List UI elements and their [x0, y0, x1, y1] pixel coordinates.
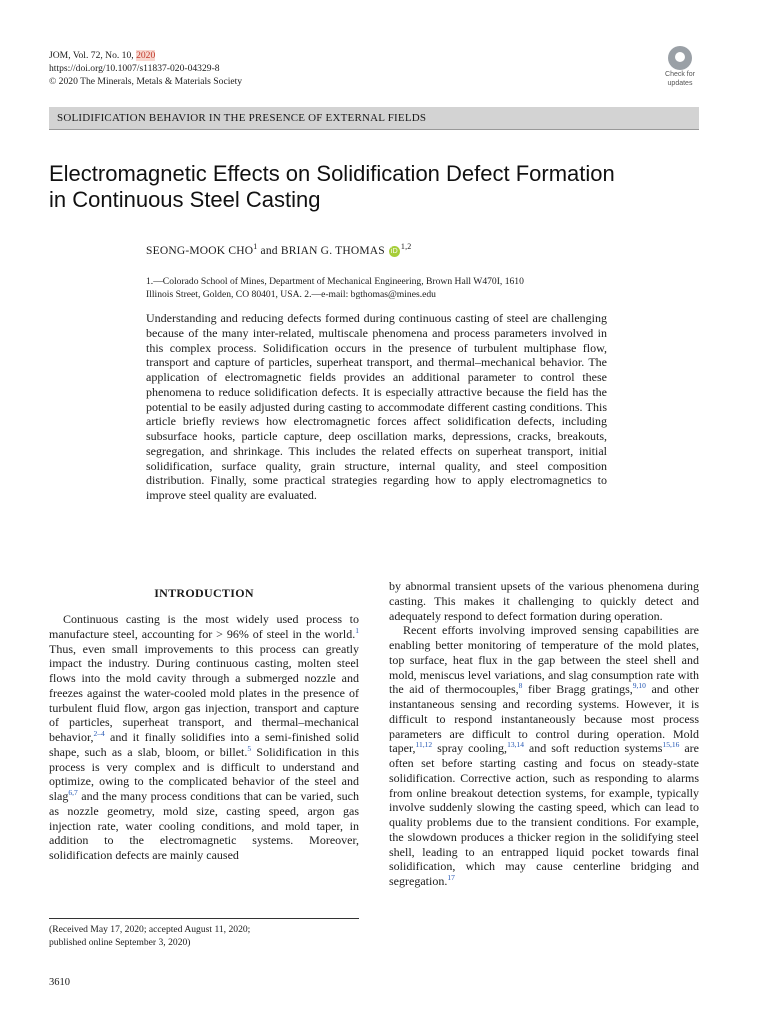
text-run: fiber Bragg gratings,	[522, 682, 633, 697]
badge-label-1: Check for	[665, 71, 695, 78]
citation-ref[interactable]: 15,16	[662, 740, 680, 750]
check-updates-icon	[668, 46, 692, 70]
journal-metadata	[49, 49, 242, 89]
text-run: Thus, even small improvements to this process can greatly impact the industry. During continuous casting, molten steel flows into the mold cavity through a submerged nozzle and freezes against the water-cooled mold plates in the presence of turbulent fluid flow, argon gas injection, transport and capture of particles, superheat transport, and thermal–mechanical behavior,	[49, 641, 359, 744]
text-run: and soft reduction systems	[523, 741, 663, 756]
abstract: Understanding and reducing defects formed during continuous casting of steel are challenging because of the many inter-related, multiscale phenomena and process parameters involved in this complex process. Solidification occurs in the presence of turbulent multiphase flow, transport and capture of particles, superheat transport, and thermal–mechanical behavior. The application of electromagnetic fields provides an additional parameter to control these phenomena to reduce solidification defects. It is especially attractive because the field has the potential to be easily adjusted during casting to accommodate different casting conditions. This article briefly reviews how electromagnetic forces affect solidification defects, including subsurface hooks, particle capture, deep oscillation marks, depressions, cracks, breakouts, segregation, and shrinkage. This includes the related effects on superheat transport, initial solidification, surface quality, grain structure, internal quality, and steel composition distribution. Finally, some practical strategies regarding how to apply electromagnetics to improve steel quality are evaluated.	[146, 311, 607, 502]
right-paragraph-2	[389, 623, 699, 889]
citation-ref[interactable]: 17	[447, 873, 455, 882]
text-run: are often set before starting casting and focus on steady-state solidification. Corrective action, such as responding to alarms from online breakout detection systems, for example, typically involve suddenly slowing the casting speed, which can lead to quality problems due to the transient conditions. For example, the slowdown produces a thicker region in the solidifying steel shell, leading to an entrapped liquid pocket towards final solidification, which may cause centerline bridging and segregation.	[389, 741, 699, 888]
text-run: spray cooling,	[432, 741, 508, 756]
text-run: and it finally solidifies into a semi-finished solid shape, such as a slab, bloom, or billet.	[49, 730, 359, 759]
check-for-updates-badge[interactable]	[660, 46, 700, 88]
footnote-line-1: (Received May 17, 2020; accepted August 11, 2020;	[49, 924, 251, 935]
section-band: SOLIDIFICATION BEHAVIOR IN THE PRESENCE OF EXTERNAL FIELDS	[49, 107, 699, 130]
citation-ref[interactable]: 13,14	[507, 740, 524, 750]
title-line-2: in Continuous Steel Casting	[49, 187, 321, 212]
citation-ref[interactable]: 6,7	[68, 788, 78, 797]
orcid-icon[interactable]: iD	[390, 247, 398, 255]
text-run: Continuous casting is the most widely used process to manufacture steel, accounting for > 96% of steel in the world.	[49, 612, 359, 641]
text-run: Solidification in this process is very complex and is difficult to understand and optimize, owing to the complicated behavior of the steel and slag	[49, 744, 360, 803]
citation-ref[interactable]: 9,10	[632, 681, 646, 691]
received-dates	[49, 923, 359, 949]
citation-ref[interactable]: 5	[247, 743, 252, 753]
article-title	[49, 161, 689, 213]
title-line-1: Electromagnetic Effects on Solidification Defect Formation	[49, 161, 615, 186]
journal-citation: JOM, Vol. 72, No. 10,	[49, 50, 137, 61]
right-paragraph-1: by abnormal transient upsets of the various phenomena during casting. This makes it challenging to quickly detect and adequately respond to defect formation during operation.	[389, 579, 699, 623]
citation-ref[interactable]: 11,12	[415, 740, 433, 750]
text-run: and other instantaneous sensing and recording systems. However, it is difficult to respond instantaneously because most process parameters are difficult to control during operation. Mold taper,	[389, 682, 700, 756]
journal-citation-line	[49, 49, 242, 62]
text-run: Recent efforts involving improved sensing capabilities are enabling better monitoring of temperature of the mold plates, top surface, heat flux in the gap between the steel shell and mold, meniscus level variations, and slag consumption rate with the aid of thermocouples,	[389, 623, 699, 697]
footnote-line-2: published online September 3, 2020)	[49, 937, 191, 948]
footnote-divider	[49, 918, 359, 919]
right-column	[389, 579, 699, 889]
journal-year: 2020	[136, 50, 156, 61]
introduction-heading: INTRODUCTION	[154, 586, 254, 600]
text-run: and the many process conditions that can be varied, such as nozzle geometry, mold size, casting speed, argon gas injection rate, water cooling conditions, and mold taper, in addition to the electromagnetic systems. Moreover, solidification defects are mainly caused	[49, 789, 359, 862]
authors-and: and	[257, 245, 281, 257]
authors	[146, 242, 412, 257]
left-column	[49, 586, 359, 863]
affiliation-line-1: 1.—Colorado School of Mines, Department of Mechanical Engineering, Brown Hall W470I, 1610	[146, 276, 524, 287]
citation-ref[interactable]: 2–4	[93, 729, 105, 738]
doi-link[interactable]: https://doi.org/10.1007/s11837-020-04329-8	[49, 63, 220, 75]
author-2: BRIAN G. THOMAS	[280, 245, 385, 257]
affiliation-line-2: Illinois Street, Golden, CO 80401, USA. 2.—e-mail: bgthomas@mines.edu	[146, 289, 436, 300]
affiliation	[146, 275, 616, 301]
citation-ref[interactable]: 1	[355, 625, 359, 635]
badge-label-2: updates	[667, 80, 693, 87]
author-1: SEONG-MOOK CHO	[146, 245, 254, 257]
citation-ref[interactable]: 8	[518, 681, 523, 691]
intro-paragraph-1	[49, 612, 359, 863]
copyright-line: © 2020 The Minerals, Metals & Materials Society	[49, 76, 243, 88]
author-2-sup: 1,2	[400, 242, 412, 252]
page-number: 3610	[49, 977, 70, 988]
author-1-sup: 1	[253, 242, 258, 252]
